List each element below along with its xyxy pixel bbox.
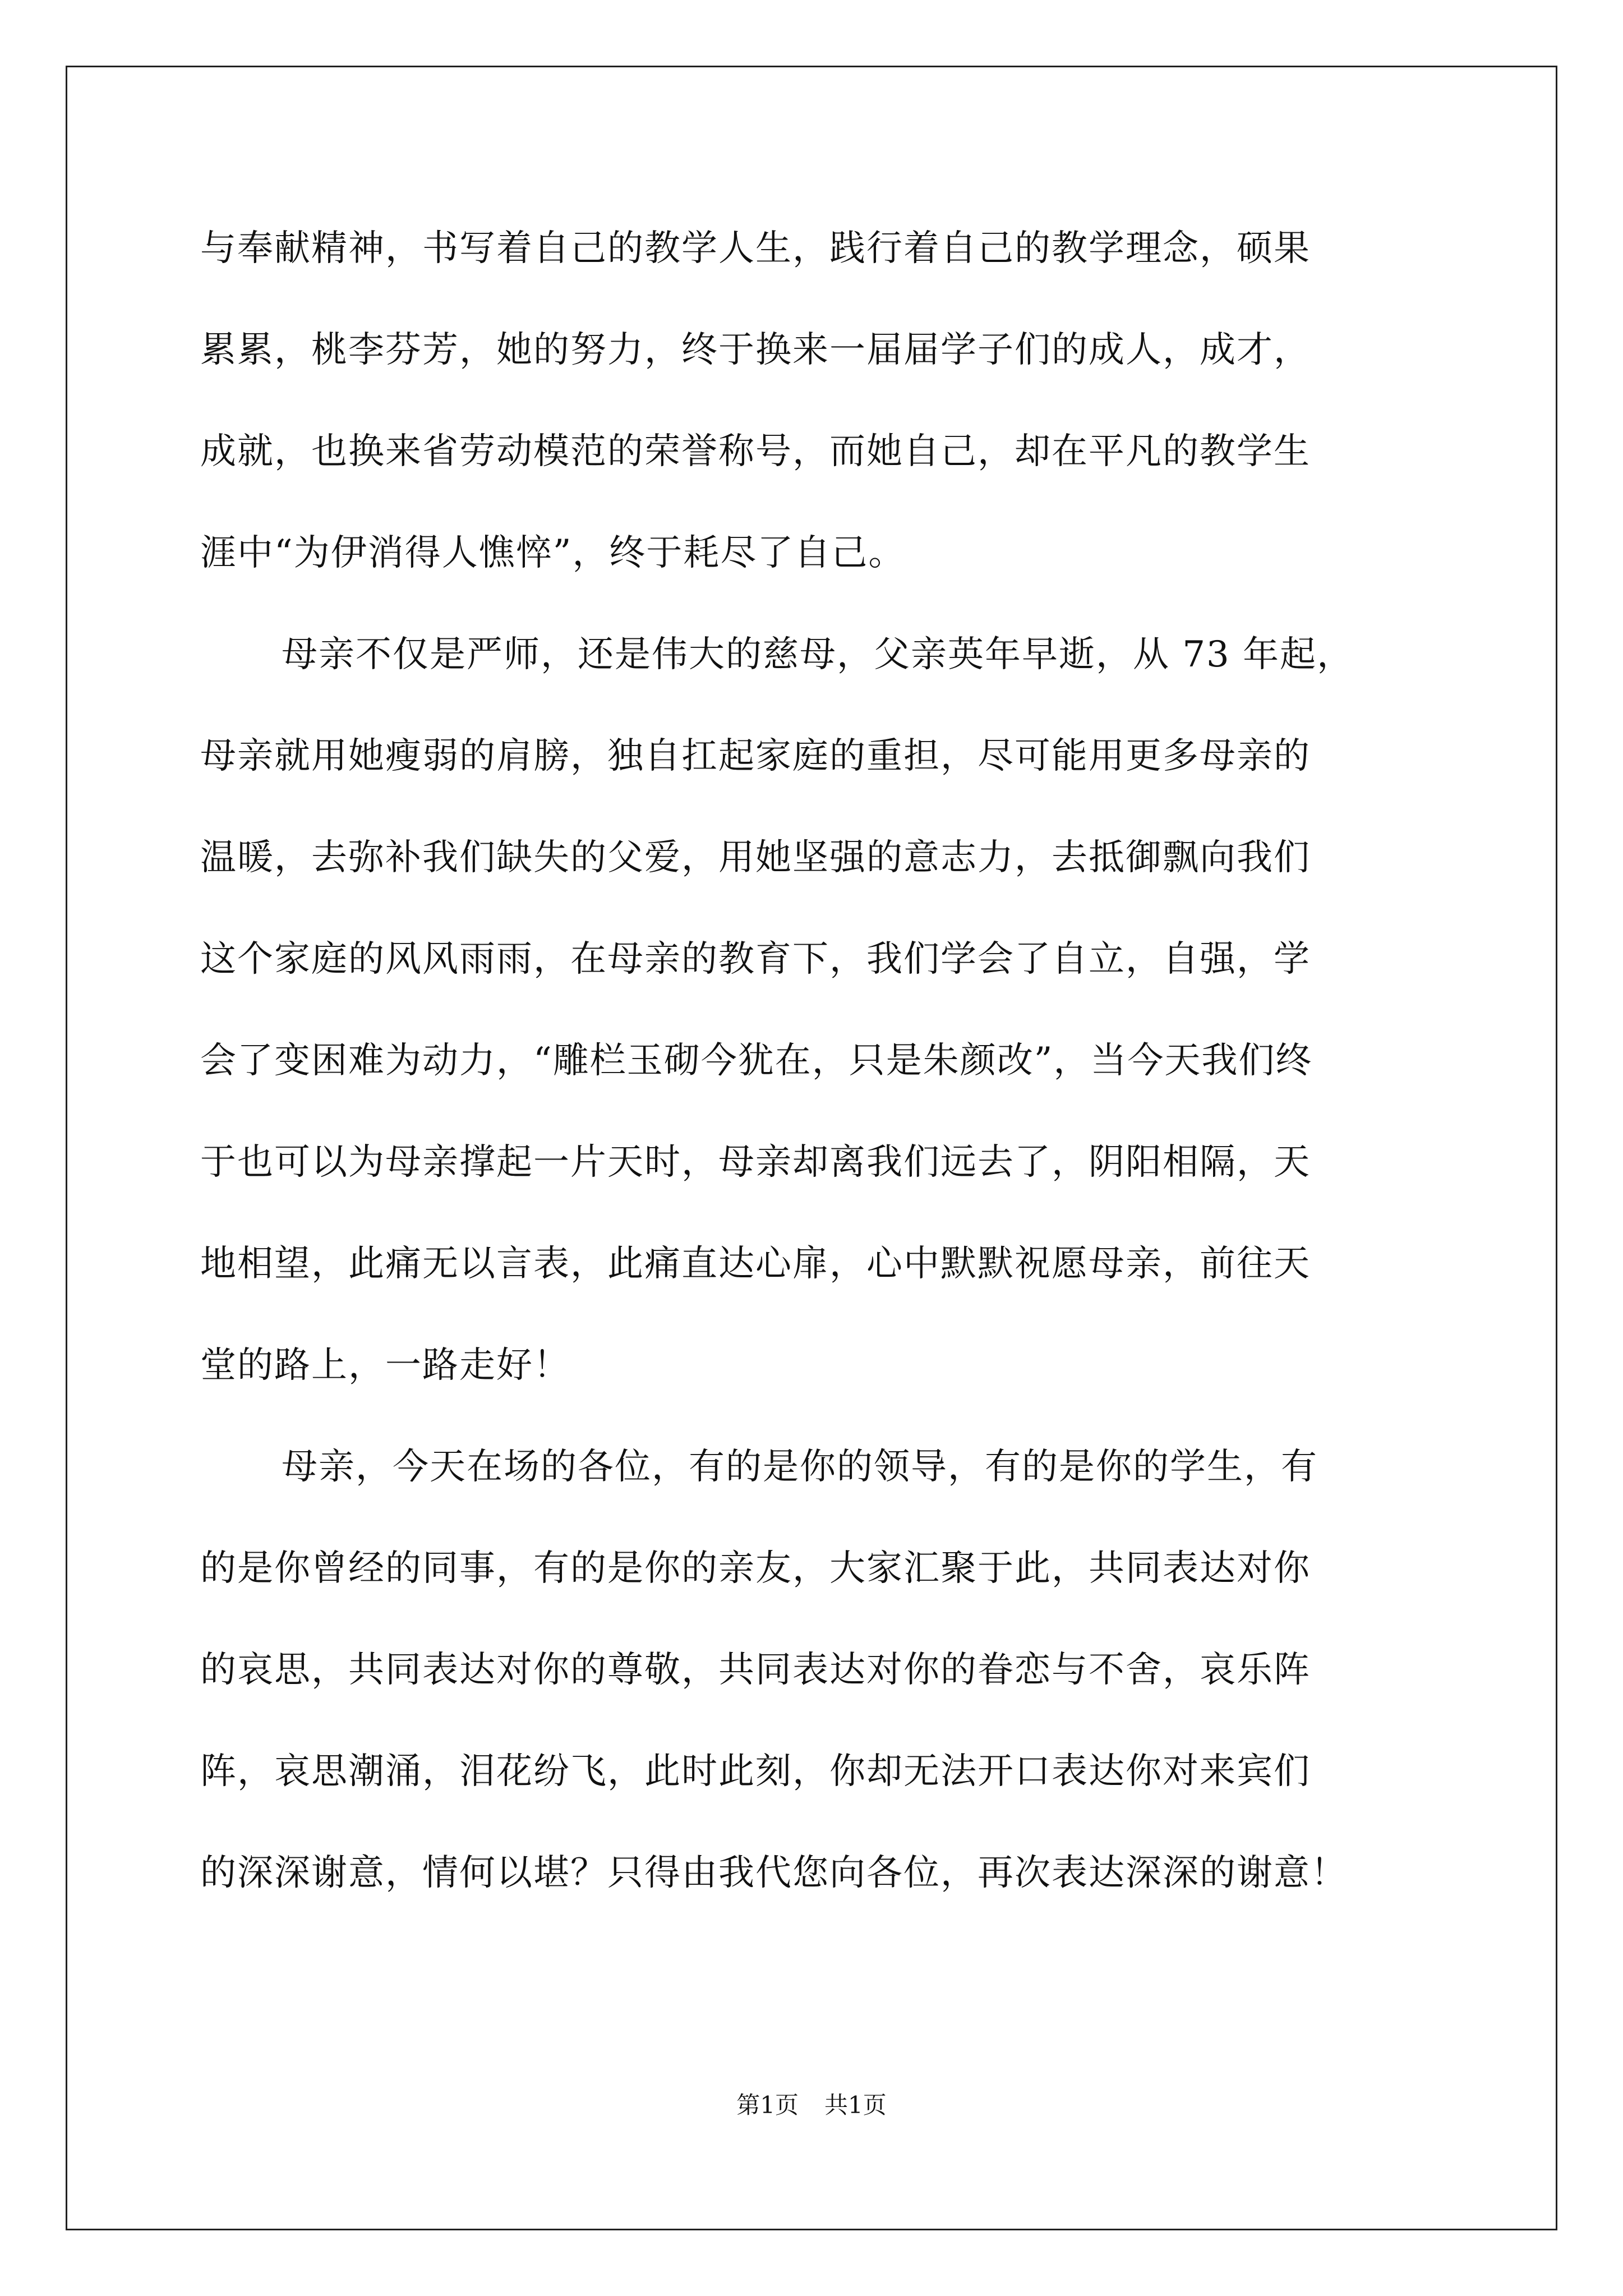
- text-line: 会了变困难为动力，“雕栏玉砌今犹在，只是朱颜改”，当今天我们终: [200, 1040, 1313, 1082]
- paragraph-start-line: 母亲，今天在场的各位，有的是你的领导，有的是你的学生，有: [282, 1446, 1318, 1488]
- text-line: 累累，桃李芬芳，她的努力，终于换来一届届学子们的成人，成才，: [200, 329, 1311, 371]
- text-line: 母亲就用她瘦弱的肩膀，独自扛起家庭的重担，尽可能用更多母亲的: [200, 735, 1311, 777]
- text-line: 成就，也换来省劳动模范的荣誉称号，而她自己，却在平凡的教学生: [200, 431, 1311, 472]
- text-line: 阵，哀思潮涌，泪花纷飞，此时此刻，你却无法开口表达你对来宾们: [200, 1751, 1311, 1792]
- document-body: [200, 215, 1434, 1941]
- paragraph-start-line: 母亲不仅是严师，还是伟大的慈母，父亲英年早逝，从 73 年起，: [282, 634, 1354, 675]
- text-line: 堂的路上，一路走好！: [200, 1345, 570, 1386]
- text-line: 的深深谢意，情何以堪？只得由我代您向各位，再次表达深深的谢意！: [200, 1852, 1348, 1894]
- text-line: 涯中“为伊消得人憔悴”，终于耗尽了自己。: [200, 532, 906, 574]
- page-number-total: 共1页: [824, 2091, 887, 2119]
- text-line: 的是你曾经的同事，有的是你的亲友，大家汇聚于此，共同表达对你: [200, 1548, 1311, 1589]
- text-line: 这个家庭的风风雨雨，在母亲的教育下，我们学会了自立，自强，学: [200, 938, 1311, 980]
- text-line: 的哀思，共同表达对你的尊敬，共同表达对你的眷恋与不舍，哀乐阵: [200, 1649, 1311, 1691]
- text-line: 与奉献精神，书写着自己的教学人生，践行着自己的教学理念，硕果: [200, 228, 1311, 269]
- page-number-current: 第1页: [736, 2091, 799, 2119]
- text-line: 温暖，去弥补我们缺失的父爱，用她坚强的意志力，去抵御飘向我们: [200, 837, 1311, 878]
- text-line: 地相望，此痛无以言表，此痛直达心扉，心中默默祝愿母亲，前往天: [200, 1243, 1311, 1285]
- text-line: 于也可以为母亲撑起一片天时，母亲却离我们远去了，阴阳相隔，天: [200, 1142, 1311, 1183]
- page-footer: [0, 2087, 1623, 2120]
